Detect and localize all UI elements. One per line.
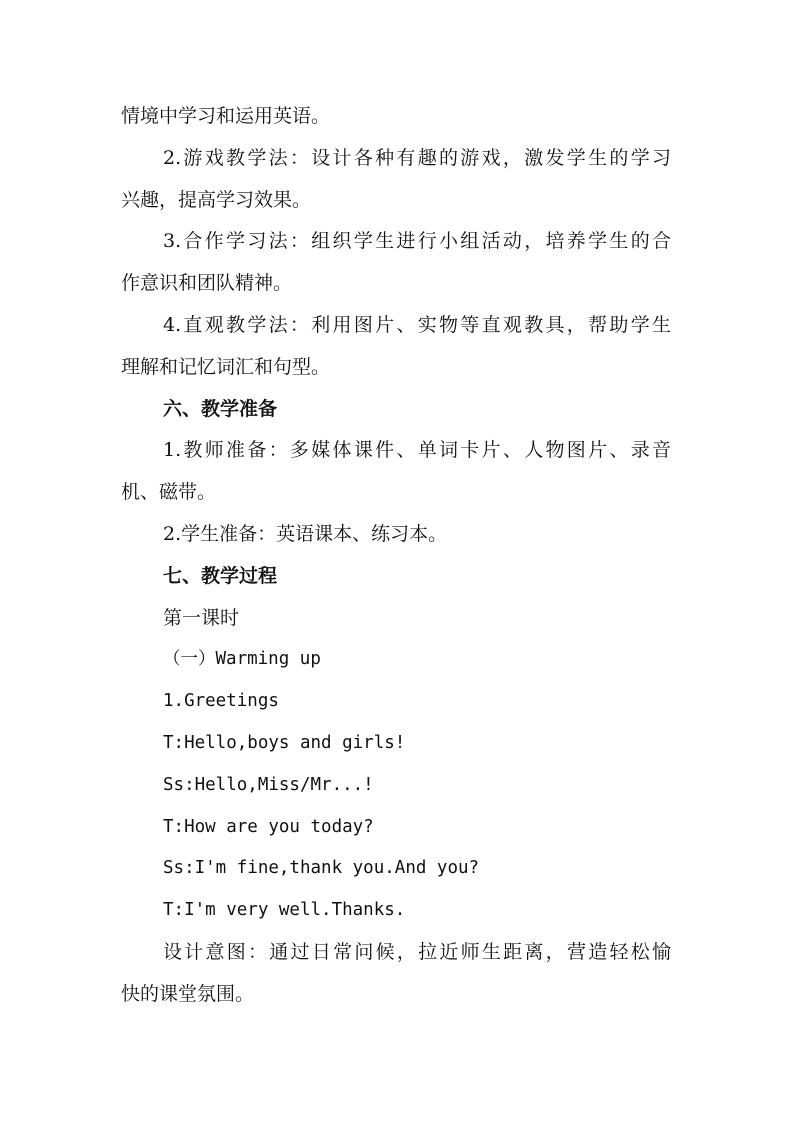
prep-teacher-line-2: 机、磁带。 [121, 481, 217, 504]
method-game-line-1: 2.游戏教学法：设计各种有趣的游戏，激发学生的学习 [163, 146, 671, 169]
paragraph-continuation: 情境中学习和运用英语。 [121, 105, 331, 127]
prep-student-line: 2.学生准备：英语课本、练习本。 [163, 522, 448, 545]
prep-teacher-line-1: 1.教师准备：多媒体课件、单词卡片、人物图片、录音 [163, 439, 671, 462]
method-cooperative-line-1: 3.合作学习法：组织学生进行小组活动，培养学生的合 [163, 230, 671, 253]
section-heading-preparation: 六、教学准备 [163, 397, 278, 420]
method-game-line-2: 兴趣，提高学习效果。 [121, 188, 312, 211]
section-heading-process: 七、教学过程 [163, 564, 278, 587]
method-cooperative-line-2: 作意识和团队精神。 [121, 272, 293, 295]
greetings-title: 1.Greetings [163, 691, 279, 712]
method-visual-line-2: 理解和记忆词汇和句型。 [121, 355, 331, 378]
design-intent-line-2: 快的课堂氛围。 [121, 982, 255, 1005]
step-warming-up: （一）Warming up [163, 649, 321, 670]
method-visual-line-1: 4.直观教学法：利用图片、实物等直观教具，帮助学生 [163, 313, 671, 336]
lesson-label: 第一课时 [163, 606, 240, 629]
design-intent-line-1: 设计意图：通过日常问候，拉近师生距离，营造轻松愉 [163, 940, 671, 963]
dialogue-line-1: T:Hello,boys and girls! [163, 732, 406, 753]
dialogue-line-2: Ss:Hello,Miss/Mr...! [163, 774, 374, 795]
dialogue-line-4: Ss:I'm fine,thank you.And you? [163, 858, 480, 879]
document-body [121, 96, 671, 1016]
dialogue-line-5: T:I'm very well.Thanks. [163, 900, 406, 921]
dialogue-line-3: T:How are you today? [163, 816, 374, 837]
